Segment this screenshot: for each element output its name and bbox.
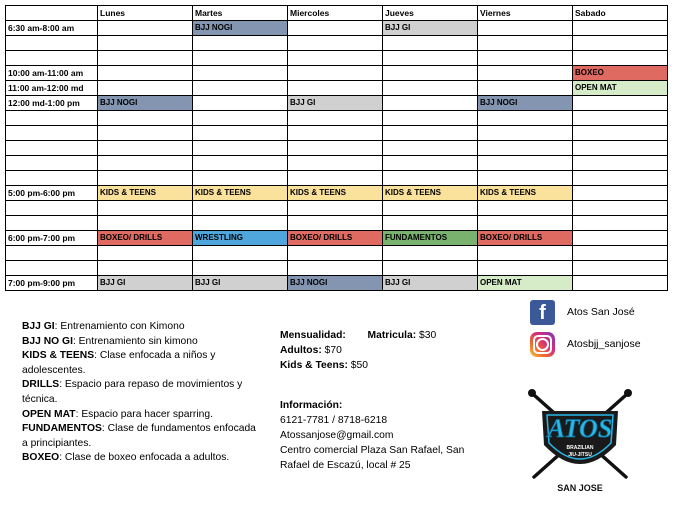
- time-slot: [6, 111, 98, 126]
- header-corner: [6, 6, 98, 21]
- empty-cell: [193, 156, 288, 171]
- empty-cell: [573, 156, 668, 171]
- facebook-icon: f: [530, 300, 555, 325]
- empty-cell: [98, 156, 193, 171]
- time-slot: [6, 51, 98, 66]
- empty-cell: [478, 261, 573, 276]
- empty-cell: [288, 216, 383, 231]
- schedule-table: [5, 5, 668, 291]
- day-header: Martes: [193, 6, 288, 21]
- class-cell: KIDS & TEENS: [288, 186, 383, 201]
- legend-desc: : Clase de boxeo enfocada a adultos.: [59, 452, 230, 464]
- empty-cell: [383, 156, 478, 171]
- legend-item: [22, 378, 257, 407]
- empty-cell: [98, 51, 193, 66]
- legend-item: [22, 320, 257, 335]
- legend-term: BJJ GI: [22, 321, 55, 332]
- empty-cell: [288, 21, 383, 36]
- time-slot: 7:00 pm-9:00 pm: [6, 276, 98, 291]
- empty-cell: [288, 141, 383, 156]
- empty-cell: [478, 81, 573, 96]
- legend-term: OPEN MAT: [22, 408, 76, 420]
- empty-cell: [573, 51, 668, 66]
- empty-cell: [193, 171, 288, 186]
- empty-cell: [98, 21, 193, 36]
- legend-term: DRILLS: [22, 379, 60, 391]
- instagram-label: Atosbjj_sanjose: [567, 338, 641, 350]
- empty-cell: [288, 36, 383, 51]
- empty-cell: [193, 96, 288, 111]
- legend-desc: : Clase de fundamentos enfocada a principiantes.: [22, 423, 256, 449]
- class-cell: BJJ NOGI: [288, 276, 383, 291]
- empty-cell: [573, 216, 668, 231]
- time-slot: [6, 126, 98, 141]
- time-slot: [6, 261, 98, 276]
- adultos-value: $70: [321, 345, 342, 356]
- kids-label: Kids & Teens:: [280, 360, 348, 371]
- empty-cell: [193, 126, 288, 141]
- logo-wordmark: ATOS: [547, 414, 613, 443]
- empty-cell: [288, 81, 383, 96]
- empty-cell: [98, 261, 193, 276]
- empty-cell: [383, 36, 478, 51]
- empty-cell: [383, 81, 478, 96]
- empty-cell: [193, 111, 288, 126]
- day-header: Viernes: [478, 6, 573, 21]
- empty-cell: [478, 21, 573, 36]
- legend-item: [22, 422, 257, 451]
- empty-cell: [573, 201, 668, 216]
- time-slot: [6, 156, 98, 171]
- legend-term: KIDS & TEENS: [22, 350, 95, 362]
- empty-cell: [288, 261, 383, 276]
- time-slot: [6, 246, 98, 261]
- empty-cell: [383, 66, 478, 81]
- empty-cell: [98, 81, 193, 96]
- empty-cell: [98, 246, 193, 261]
- class-cell: BJJ GI: [383, 21, 478, 36]
- empty-cell: [98, 171, 193, 186]
- empty-cell: [573, 171, 668, 186]
- info-email: Atossanjose@gmail.com: [280, 430, 394, 441]
- empty-cell: [193, 66, 288, 81]
- empty-cell: [193, 51, 288, 66]
- legend-desc: : Espacio para repaso de movimientos y técnica.: [22, 379, 243, 405]
- class-cell: BOXEO/ DRILLS: [288, 231, 383, 246]
- empty-cell: [478, 201, 573, 216]
- class-cell: OPEN MAT: [478, 276, 573, 291]
- empty-cell: [478, 126, 573, 141]
- logo-location: SAN JOSE: [557, 483, 603, 493]
- instagram-icon: [530, 332, 555, 357]
- instagram-link[interactable]: [530, 330, 641, 358]
- empty-cell: [383, 171, 478, 186]
- class-cell: KIDS & TEENS: [478, 186, 573, 201]
- empty-cell: [383, 111, 478, 126]
- legend-item: [22, 451, 257, 466]
- legend-item: [22, 349, 257, 378]
- empty-cell: [478, 51, 573, 66]
- matricula-value: $30: [416, 330, 437, 341]
- legend-item: [22, 335, 257, 350]
- class-cell: BJJ GI: [193, 276, 288, 291]
- day-header: Sabado: [573, 6, 668, 21]
- info-block: [280, 398, 480, 473]
- empty-cell: [193, 141, 288, 156]
- prices-block: [280, 328, 436, 373]
- empty-cell: [288, 111, 383, 126]
- class-cell: BJJ GI: [383, 276, 478, 291]
- empty-cell: [478, 216, 573, 231]
- legend-item: [22, 408, 257, 423]
- time-slot: [6, 141, 98, 156]
- empty-cell: [573, 141, 668, 156]
- time-slot: 10:00 am-11:00 am: [6, 66, 98, 81]
- time-slot: 5:00 pm-6:00 pm: [6, 186, 98, 201]
- class-cell: OPEN MAT: [573, 81, 668, 96]
- empty-cell: [478, 246, 573, 261]
- facebook-link[interactable]: [530, 298, 641, 326]
- price-row-adultos: [280, 343, 436, 358]
- class-cell: KIDS & TEENS: [193, 186, 288, 201]
- empty-cell: [478, 156, 573, 171]
- legend-desc: : Entrenamiento sin kimono: [72, 335, 198, 347]
- empty-cell: [193, 216, 288, 231]
- kids-value: $50: [347, 360, 368, 371]
- empty-cell: [573, 111, 668, 126]
- empty-cell: [98, 216, 193, 231]
- class-cell: BJJ NOGI: [193, 21, 288, 36]
- time-slot: 6:00 pm-7:00 pm: [6, 231, 98, 246]
- empty-cell: [478, 141, 573, 156]
- time-slot: [6, 216, 98, 231]
- empty-cell: [98, 111, 193, 126]
- class-cell: BOXEO/ DRILLS: [478, 231, 573, 246]
- class-cell: WRESTLING: [193, 231, 288, 246]
- empty-cell: [573, 96, 668, 111]
- empty-cell: [573, 261, 668, 276]
- empty-cell: [98, 66, 193, 81]
- day-header: Miercoles: [288, 6, 383, 21]
- empty-cell: [573, 246, 668, 261]
- empty-cell: [383, 201, 478, 216]
- info-address: Centro comercial Plaza San Rafael, San Rafael de Escazú, local # 25: [280, 445, 465, 471]
- empty-cell: [478, 111, 573, 126]
- class-cell: BJJ GI: [288, 96, 383, 111]
- day-header: Jueves: [383, 6, 478, 21]
- empty-cell: [98, 36, 193, 51]
- empty-cell: [573, 126, 668, 141]
- day-header: Lunes: [98, 6, 193, 21]
- class-cell: KIDS & TEENS: [98, 186, 193, 201]
- class-cell: BOXEO/ DRILLS: [98, 231, 193, 246]
- empty-cell: [193, 81, 288, 96]
- empty-cell: [193, 261, 288, 276]
- matricula-label: Matricula:: [367, 330, 417, 341]
- empty-cell: [383, 246, 478, 261]
- svg-text:JIU-JITSU: JIU-JITSU: [568, 452, 592, 458]
- empty-cell: [193, 36, 288, 51]
- empty-cell: [383, 141, 478, 156]
- empty-cell: [383, 261, 478, 276]
- time-slot: [6, 171, 98, 186]
- time-slot: [6, 36, 98, 51]
- time-slot: 11:00 am-12:00 md: [6, 81, 98, 96]
- empty-cell: [478, 66, 573, 81]
- empty-cell: [288, 66, 383, 81]
- class-cell: BJJ NOGI: [98, 96, 193, 111]
- legend-desc: : Espacio para hacer sparring.: [75, 408, 213, 420]
- empty-cell: [288, 156, 383, 171]
- empty-cell: [573, 36, 668, 51]
- empty-cell: [573, 276, 668, 291]
- legend-term: FUNDAMENTOS: [22, 423, 102, 435]
- class-cell: KIDS & TEENS: [383, 186, 478, 201]
- empty-cell: [98, 126, 193, 141]
- time-slot: 12:00 md-1:00 pm: [6, 96, 98, 111]
- empty-cell: [98, 201, 193, 216]
- empty-cell: [573, 231, 668, 246]
- mensualidad-label: Mensualidad:: [280, 330, 346, 341]
- legend-term: BOXEO: [22, 452, 60, 464]
- empty-cell: [573, 186, 668, 201]
- empty-cell: [98, 141, 193, 156]
- empty-cell: [573, 21, 668, 36]
- empty-cell: [383, 216, 478, 231]
- empty-cell: [478, 171, 573, 186]
- empty-cell: [478, 36, 573, 51]
- social-links: [530, 298, 641, 362]
- empty-cell: [383, 126, 478, 141]
- price-row-kids: [280, 358, 436, 373]
- info-title: Información:: [280, 400, 343, 411]
- legend-desc: : Entrenamiento con Kimono: [54, 321, 185, 332]
- class-cell: BJJ GI: [98, 276, 193, 291]
- empty-cell: [288, 246, 383, 261]
- class-cell: FUNDAMENTOS: [383, 231, 478, 246]
- info-phones: 6121-7781 / 8718-6218: [280, 415, 388, 426]
- empty-cell: [383, 96, 478, 111]
- empty-cell: [288, 171, 383, 186]
- facebook-label: Atos San José: [567, 306, 635, 318]
- empty-cell: [383, 51, 478, 66]
- legend-desc: : Clase enfocada a niños y adolescentes.: [22, 350, 216, 376]
- time-slot: 6:30 am-8:00 am: [6, 21, 98, 36]
- class-cell: BOXEO: [573, 66, 668, 81]
- class-cell: BJJ NOGI: [478, 96, 573, 111]
- class-legend: [22, 320, 257, 466]
- atos-logo: [520, 385, 640, 495]
- empty-cell: [288, 51, 383, 66]
- price-row-mensualidad: [280, 328, 436, 343]
- empty-cell: [288, 126, 383, 141]
- empty-cell: [193, 246, 288, 261]
- time-slot: [6, 201, 98, 216]
- empty-cell: [193, 201, 288, 216]
- legend-term: BJJ NO GI: [22, 335, 73, 347]
- adultos-label: Adultos:: [280, 345, 322, 356]
- empty-cell: [288, 201, 383, 216]
- svg-text:BRAZILIAN: BRAZILIAN: [566, 445, 594, 451]
